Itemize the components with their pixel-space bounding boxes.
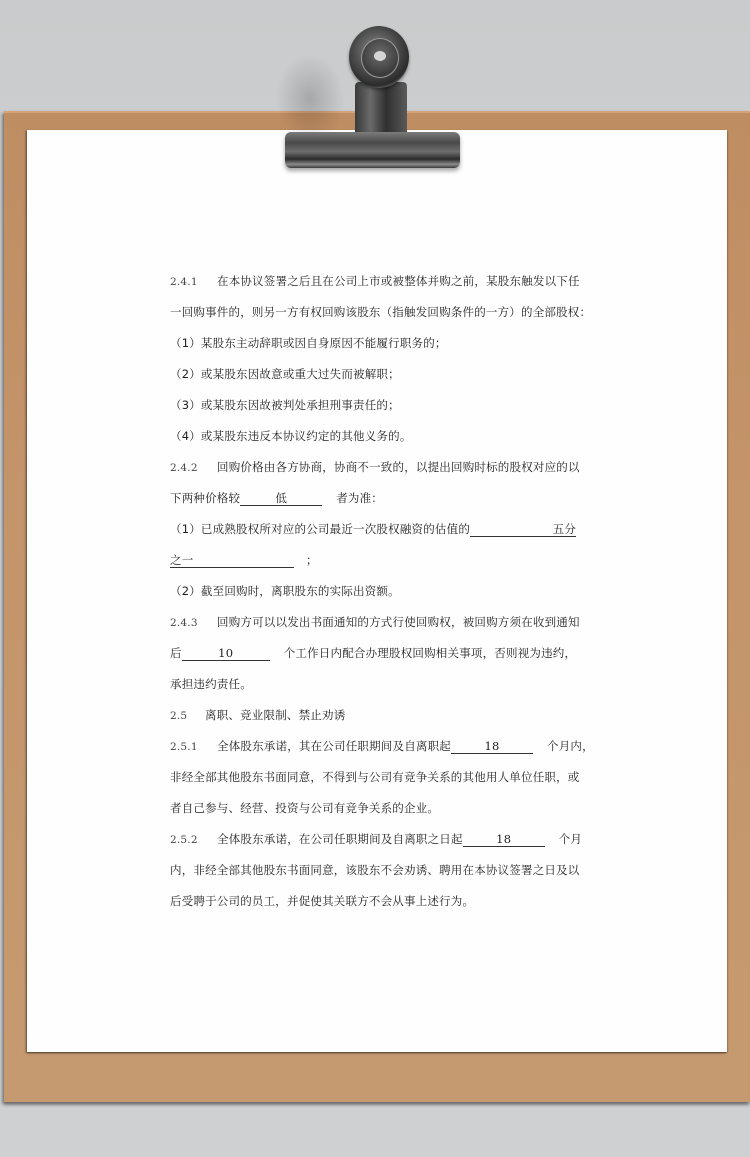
section-number: 2.5 — [170, 710, 188, 722]
s243-text2-pre: 后 — [170, 646, 182, 660]
s242-item1-post: ； — [306, 553, 318, 567]
s251-text1-pre: 全体股东承诺，其在公司任职期间及自离职起 — [217, 739, 451, 753]
s241-item3: （3）或某股东因故被判处承担刑事责任的； — [170, 398, 400, 412]
s241-item4: （4）或某股东违反本协议约定的其他义务的。 — [170, 429, 412, 443]
section-number: 2.4.3 — [170, 617, 198, 629]
s242-item2: （2）截至回购时，离职股东的实际出资额。 — [170, 584, 400, 598]
s243-text2-post: 个工作日内配合办理股权回购相关事项，否则视为违约， — [283, 646, 577, 660]
blank-field-work-days[interactable]: 10 — [182, 646, 270, 661]
s241-line2: 一回购事件的，则另一方有权回购该股东（指触发回购条件的一方）的全部股权： — [170, 305, 592, 319]
blank-field-valuation-b[interactable]: 之一 — [170, 553, 294, 568]
clip-bar — [285, 132, 460, 168]
blank-field-months-1[interactable]: 18 — [451, 739, 533, 754]
s243-line1 — [170, 614, 580, 630]
s252-line2: 内，非经全部其他股东书面同意，该股东不会劝诱、聘用在本协议签署之日及以 — [170, 863, 580, 877]
s241-item1: （1）某股东主动辞职或因自身原因不能履行职务的； — [170, 336, 447, 350]
s252-text1-post: 个月 — [558, 832, 583, 846]
s252-line1 — [170, 831, 582, 847]
s241-text1: 在本协议签署之后且在公司上市或被整体并购之前，某股东触发以下任 — [217, 274, 580, 288]
s242-item1-line2 — [170, 552, 318, 568]
clip-hole — [374, 51, 386, 61]
clip-shadow — [275, 54, 345, 144]
s242-line1 — [170, 459, 580, 475]
section-number: 2.4.2 — [170, 462, 198, 474]
s251-line1 — [170, 738, 594, 754]
s242-text2-pre: 下两种价格较 — [170, 491, 241, 505]
s252-text1-pre: 全体股东承诺，在公司任职期间及自离职之日起 — [217, 832, 463, 846]
s251-line2: 非经全部其他股东书面同意，不得到与公司有竞争关系的其他用人单位任职，或 — [170, 770, 580, 784]
s25-title: 离职、竞业限制、禁止劝诱 — [205, 708, 346, 722]
s243-line2 — [170, 645, 576, 661]
s251-line3: 者自己参与、经营、投资与公司有竞争关系的企业。 — [170, 801, 440, 815]
s25-heading — [170, 707, 345, 723]
blank-field-valuation-a[interactable]: 五分 — [470, 522, 576, 537]
s242-text2-post: 者为准： — [336, 491, 384, 505]
s242-item1-line1 — [170, 521, 576, 537]
binder-clip-icon — [285, 24, 465, 172]
section-number: 2.4.1 — [170, 276, 198, 288]
s243-line3: 承担违约责任。 — [170, 677, 252, 691]
s242-line2 — [170, 490, 383, 506]
s251-text1-post: 个月内， — [547, 739, 594, 753]
clip-neck — [355, 82, 407, 138]
blank-field-months-2[interactable]: 18 — [463, 832, 545, 847]
blank-field-lower-price[interactable]: 低 — [240, 491, 322, 506]
s252-line3: 后受聘于公司的员工，并促使其关联方不会从事上述行为。 — [170, 894, 475, 908]
s242-item1-pre: （1）已成熟股权所对应的公司最近一次股权融资的估值的 — [170, 522, 471, 536]
s243-text1: 回购方可以以发出书面通知的方式行使回购权，被回购方须在收到通知 — [217, 615, 580, 629]
section-number: 2.5.2 — [170, 834, 198, 846]
clip-ring — [349, 26, 409, 88]
s241-line1 — [170, 273, 580, 289]
section-number: 2.5.1 — [170, 741, 198, 753]
s242-text1: 回购价格由各方协商，协商不一致的，以提出回购时标的股权对应的以 — [217, 460, 580, 474]
clip-ring-inner — [361, 38, 399, 78]
s241-item2: （2）或某股东因故意或重大过失而被解职； — [170, 367, 400, 381]
